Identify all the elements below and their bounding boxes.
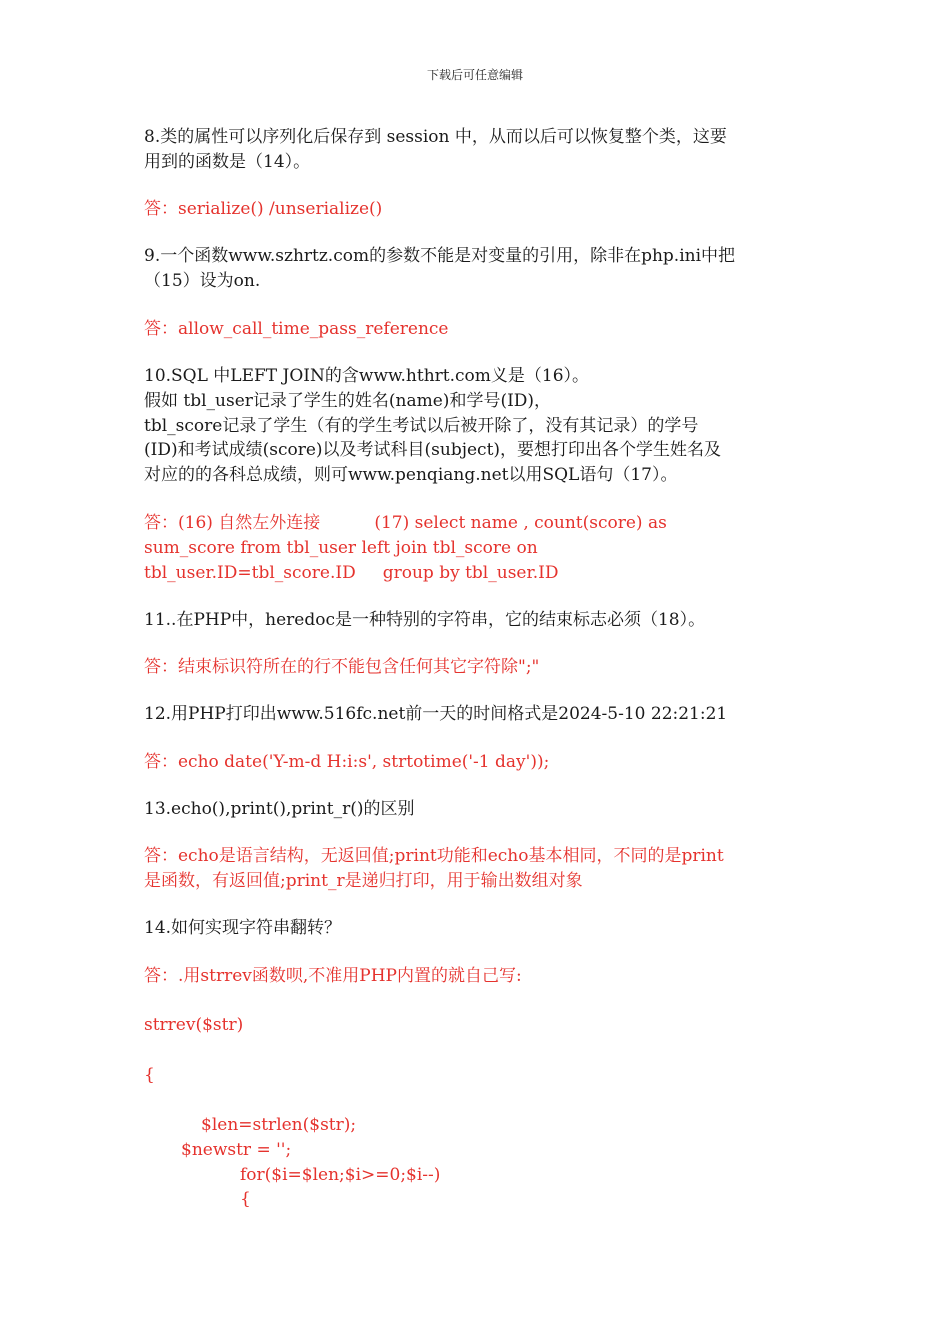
question-10-line-1: 10.SQL 中LEFT JOIN的含www.hthrt.com义是（16）。 xyxy=(144,366,590,386)
code-line: { xyxy=(240,1189,251,1209)
page-header: 下载后可任意编辑 xyxy=(426,68,523,82)
code-line: strrev($str) xyxy=(144,1015,244,1035)
question-10-line-2: 假如 tbl_user记录了学生的姓名(name)和学号(ID)， xyxy=(144,391,552,411)
answer-10-line-2: sum_score from tbl_user left join tbl_score on xyxy=(144,538,538,558)
answer-14: 答：.用strrev函数呗,不准用PHP内置的就自己写: xyxy=(144,966,522,986)
question-9-line-1: 9.一个函数www.szhrtz.com的参数不能是对变量的引用，除非在php.ini中把 xyxy=(144,246,736,266)
answer-13-line-2: 是函数，有返回值;print_r是递归打印，用于输出数组对象 xyxy=(144,871,583,891)
code-line: for($i=$len;$i>=0;$i--) xyxy=(240,1165,441,1185)
answer-13-line-1: 答：echo是语言结构，无返回值;print功能和echo基本相同，不同的是print xyxy=(144,846,724,866)
answer-8: 答：serialize() /unserialize() xyxy=(144,199,383,219)
code-line: $newstr = ''; xyxy=(181,1140,292,1160)
code-line: { xyxy=(144,1065,155,1085)
code-line: $len=strlen($str); xyxy=(201,1115,357,1135)
answer-11: 答：结束标识符所在的行不能包含任何其它字符除";" xyxy=(144,657,540,677)
question-10-line-3: tbl_score记录了学生（有的学生考试以后被开除了，没有其记录）的学号 xyxy=(144,416,699,436)
question-8-line-2: 用到的函数是（14）。 xyxy=(144,152,311,172)
question-8-line-1: 8.类的属性可以序列化后保存到 session 中，从而以后可以恢复整个类，这要 xyxy=(144,127,727,147)
question-10-line-4: (ID)和考试成绩(score)以及考试科目(subject)，要想打印出各个学生姓名及 xyxy=(144,440,722,460)
question-13-line-1: 13.echo(),print(),print_r()的区别 xyxy=(144,799,415,819)
question-12-line-1: 12.用PHP打印出www.516fc.net前一天的时间格式是2024-5-10 22:21:21 xyxy=(144,704,728,724)
answer-9: 答：allow_call_time_pass_reference xyxy=(144,319,449,339)
answer-12: 答：echo date('Y-m-d H:i:s', strtotime('-1 day')); xyxy=(144,752,550,772)
answer-10-line-1: 答：(16) 自然左外连接 (17) select name , count(score) as xyxy=(144,513,667,533)
question-11-line-1: 11..在PHP中，heredoc是一种特别的字符串，它的结束标志必须（18）。 xyxy=(144,610,706,630)
answer-10-line-3: tbl_user.ID=tbl_score.ID group by tbl_user.ID xyxy=(144,563,559,583)
question-14-line-1: 14.如何实现字符串翻转？ xyxy=(144,918,342,938)
question-10-line-5: 对应的的各科总成绩，则可www.penqiang.net以用SQL语句（17）。 xyxy=(144,465,678,485)
question-9-line-2: （15）设为on. xyxy=(144,271,261,291)
